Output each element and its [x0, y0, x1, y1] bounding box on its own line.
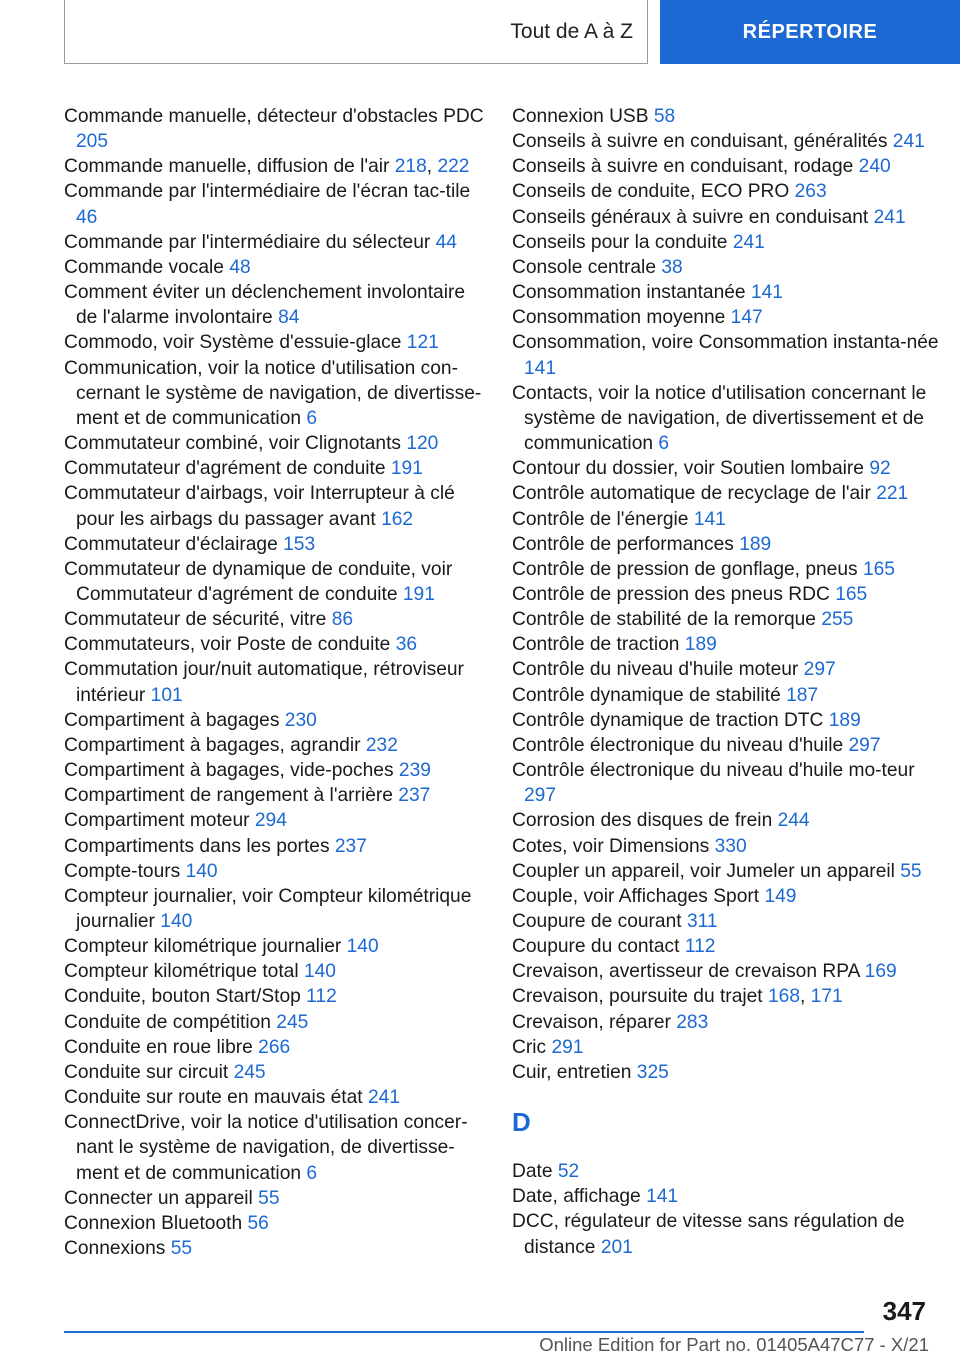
entry-text: Contrôle dynamique de traction DTC [512, 709, 824, 731]
entry-text: Date, affichage [512, 1186, 641, 1208]
index-entry [64, 959, 484, 984]
index-column-left [64, 104, 484, 1261]
active-tab-label: RÉPERTOIRE [742, 20, 878, 43]
page-link[interactable]: 44 [435, 231, 457, 253]
page-link[interactable]: 218 [394, 156, 427, 178]
index-entry [64, 758, 484, 783]
index-entry [512, 808, 942, 833]
page-link[interactable]: 189 [739, 533, 772, 555]
index-entry [64, 255, 484, 280]
entry-text: ConnectDrive, voir la notice d'utilisation concer-nant le système de navigation, de divertisse-ment et de communication [64, 1112, 468, 1184]
entry-text: Contrôle de stabilité de la remorque [512, 609, 816, 631]
entry-text: Crevaison, réparer [512, 1011, 671, 1033]
page-link[interactable]: 141 [524, 357, 557, 379]
entry-text: DCC, régulateur de vitesse sans régulation de distance [512, 1211, 905, 1258]
entry-text: Contrôle de l'énergie [512, 508, 689, 530]
index-entry [512, 230, 942, 255]
entry-text: Commodo, voir Système d'essuie-glace [64, 332, 402, 354]
index-entry [64, 1110, 484, 1185]
index-entry [512, 1010, 942, 1035]
page-link[interactable]: 241 [892, 131, 925, 153]
page-link[interactable]: 241 [368, 1087, 401, 1109]
entry-text: Commutateur combiné, voir Clignotants [64, 433, 401, 455]
entry-text: Conseils pour la conduite [512, 231, 728, 253]
entry-text: Compartiment moteur [64, 810, 250, 832]
entry-text: Compteur journalier, voir Compteur kilométrique journalier [64, 885, 472, 932]
index-entry [64, 330, 484, 355]
entry-text: Coupler un appareil, voir Jumeler un appareil [512, 860, 895, 882]
index-entry [64, 934, 484, 959]
entry-text: Cric [512, 1036, 547, 1058]
index-entry [64, 984, 484, 1009]
index-entry [512, 1060, 942, 1085]
index-entry [512, 532, 942, 557]
entry-text: Connexion Bluetooth [64, 1212, 243, 1234]
index-entry [512, 859, 942, 884]
index-entry [64, 179, 484, 229]
page-link[interactable]: 189 [684, 634, 717, 656]
entry-text: Compteur kilométrique total [64, 961, 299, 983]
page-link[interactable]: 140 [185, 860, 218, 882]
index-entry [512, 683, 942, 708]
entry-text: Console centrale [512, 256, 656, 278]
index-entry [64, 1236, 484, 1261]
index-entry [64, 431, 484, 456]
index-entry [512, 607, 942, 632]
entry-text: Conduite en roue libre [64, 1036, 253, 1058]
page-link[interactable]: 168 [767, 986, 800, 1008]
page-link[interactable]: 120 [406, 433, 439, 455]
page-link[interactable]: 294 [254, 810, 287, 832]
page-link[interactable]: 140 [160, 911, 193, 932]
index-entry [512, 557, 942, 582]
page-link[interactable]: 237 [334, 835, 367, 857]
entry-text: Conduite sur circuit [64, 1061, 229, 1083]
page-link[interactable]: 149 [764, 885, 797, 907]
entry-text: Contrôle dynamique de stabilité [512, 684, 781, 706]
page-link[interactable]: 291 [551, 1036, 584, 1058]
tab-tout-de-a-a-z[interactable] [64, 0, 648, 64]
index-entry [64, 1035, 484, 1060]
index-entry [512, 632, 942, 657]
page-link[interactable]: 311 [686, 911, 718, 932]
index-entry [512, 708, 942, 733]
page-link[interactable]: 84 [278, 307, 300, 329]
page-link[interactable]: 56 [247, 1212, 269, 1234]
entry-text: Coupure du contact [512, 936, 680, 958]
entry-text: Commutateur d'éclairage [64, 533, 278, 555]
index-entry [64, 884, 484, 934]
entry-text: Contrôle de pression de gonflage, pneus [512, 558, 858, 580]
index-entry [64, 1186, 484, 1211]
entry-text: Compte-tours [64, 860, 181, 882]
entry-text: Contrôle de pression des pneus RDC [512, 583, 830, 605]
page-link[interactable]: 239 [398, 760, 431, 782]
entry-text: Commutation jour/nuit automatique, rétroviseur intérieur [64, 659, 464, 706]
index-entry [512, 205, 942, 230]
page-link[interactable]: 112 [684, 936, 716, 958]
entry-text: Date [512, 1161, 553, 1183]
index-entry [64, 557, 484, 607]
page-link[interactable]: 266 [258, 1036, 291, 1058]
page-link[interactable]: 187 [786, 684, 819, 706]
page-link[interactable]: 205 [76, 131, 109, 153]
tab-label: Tout de A à Z [510, 19, 633, 43]
index-entry [64, 1211, 484, 1236]
entry-text: Contrôle de traction [512, 634, 680, 656]
entry-text: Commande vocale [64, 256, 224, 278]
index-entry [512, 179, 942, 204]
page-link[interactable]: 92 [869, 458, 891, 480]
entry-text: Connexions [64, 1238, 166, 1260]
index-entry [512, 834, 942, 859]
page-link[interactable]: 191 [390, 458, 423, 480]
page-link[interactable]: 6 [658, 433, 670, 455]
page-link[interactable]: 244 [777, 810, 810, 832]
entry-text: Cotes, voir Dimensions [512, 835, 710, 857]
entry-text: Compartiment à bagages, vide-poches [64, 760, 394, 782]
entry-text: Commande par l'intermédiaire du sélecteur [64, 231, 431, 253]
entry-text: Corrosion des disques de frein [512, 810, 773, 832]
page-link[interactable]: 141 [693, 508, 726, 530]
index-entry [512, 884, 942, 909]
page-link[interactable]: 201 [600, 1236, 633, 1258]
entry-text: Consommation moyenne [512, 307, 726, 329]
index-entry: Commande manuelle, diffusion de l'air 218, 222 [64, 156, 470, 178]
page-link[interactable]: 55 [900, 860, 922, 882]
entry-text: Consommation instantanée [512, 282, 746, 304]
page-link[interactable]: 241 [873, 206, 906, 228]
index-entry [512, 381, 942, 456]
entry-text: Conduite de compétition [64, 1011, 271, 1033]
index-entry [64, 280, 484, 330]
entry-text: Compartiment de rangement à l'arrière [64, 785, 393, 807]
index-entry [512, 305, 942, 330]
page-link[interactable]: 6 [306, 1162, 318, 1184]
index-entry: Crevaison, poursuite du trajet 168, 171 [512, 986, 843, 1008]
page-link[interactable]: 297 [803, 659, 836, 681]
page-link[interactable]: 241 [732, 231, 765, 253]
page-link[interactable]: 36 [395, 634, 418, 656]
page-link[interactable]: 140 [346, 936, 379, 958]
entry-text: Contrôle automatique de recyclage de l'air [512, 483, 871, 505]
entry-text: Contrôle de performances [512, 533, 734, 555]
index-entry [64, 783, 484, 808]
entry-text: Conseils généraux à suivre en conduisant [512, 206, 869, 228]
entry-text: Commutateurs, voir Poste de conduite [64, 634, 391, 656]
index-entry [512, 582, 942, 607]
page-link[interactable]: 191 [402, 583, 435, 605]
entry-text: Cuir, entretien [512, 1061, 632, 1083]
page-link[interactable]: 222 [437, 156, 470, 178]
entry-text: Commutateur d'agrément de conduite [64, 458, 386, 480]
page-link[interactable]: 86 [331, 609, 354, 631]
index-entry [512, 959, 942, 984]
entry-text: Conseils à suivre en conduisant, rodage [512, 156, 854, 178]
entry-text: Contrôle électronique du niveau d'huile [512, 734, 844, 756]
index-entry [64, 1085, 484, 1110]
index-entry [64, 481, 484, 531]
entry-text: Comment éviter un déclenchement involontaire de l'alarme involontaire [64, 282, 466, 329]
index-entry [512, 330, 942, 380]
section-letter-heading: D [512, 1107, 531, 1138]
page-link[interactable]: 230 [284, 709, 317, 731]
entry-text: Conseils à suivre en conduisant, généralités [512, 131, 888, 153]
index-entry [64, 808, 484, 833]
entry-text: Conduite sur route en mauvais état [64, 1087, 363, 1109]
page-link[interactable]: 162 [381, 508, 414, 530]
page-link[interactable]: 141 [646, 1186, 679, 1208]
entry-text: Commande manuelle, diffusion de l'air [64, 156, 390, 178]
page-link[interactable]: 141 [750, 282, 783, 304]
entry-text: Commande manuelle, détecteur d'obstacles PDC [64, 106, 484, 127]
page-link[interactable]: 255 [821, 609, 854, 631]
index-entry [64, 733, 484, 758]
index-entry [64, 1010, 484, 1035]
page-link[interactable]: 6 [306, 407, 318, 429]
entry-text: Commutateur d'airbags, voir Interrupteur à clé pour les airbags du passager avant [64, 483, 455, 530]
entry-text: Connexion USB [512, 106, 649, 127]
index-entry [512, 1035, 942, 1060]
page-link[interactable]: 240 [858, 156, 891, 178]
page-link[interactable]: 112 [306, 986, 337, 1008]
index-entry [64, 708, 484, 733]
index-entry [64, 456, 484, 481]
entry-text: Communication, voir la notice d'utilisation con-cernant le système de navigation, de divertisse-ment et de communication [64, 357, 482, 429]
entry-text: Crevaison, poursuite du trajet [512, 986, 763, 1008]
page-link[interactable]: 165 [862, 558, 895, 580]
index-entry [512, 456, 942, 481]
index-entry [512, 1184, 942, 1209]
index-entry [64, 104, 484, 154]
entry-text: Conseils de conduite, ECO PRO [512, 181, 790, 203]
edition-text: Online Edition for Part no. 01405A47C77 - X/21 [539, 1334, 929, 1355]
index-entry [512, 733, 942, 758]
index-entry [512, 934, 942, 959]
page-link[interactable]: 283 [676, 1011, 709, 1033]
page-number: 347 [882, 1296, 926, 1326]
entry-text: Commutateur de sécurité, vitre [64, 609, 327, 631]
page-link[interactable]: 121 [406, 332, 439, 354]
entry-text: Contrôle du niveau d'huile moteur [512, 659, 799, 681]
page-link[interactable]: 169 [864, 961, 897, 983]
index-entry [64, 1060, 484, 1085]
index-entry [64, 657, 484, 707]
index-entry [64, 859, 484, 884]
entry-text: Compartiments dans les portes [64, 835, 330, 857]
entry-text: Connecter un appareil [64, 1187, 253, 1209]
page-link[interactable]: 245 [276, 1011, 309, 1033]
page-link[interactable]: 165 [835, 583, 868, 605]
page-link[interactable]: 221 [876, 483, 909, 505]
page-link[interactable]: 153 [283, 533, 316, 555]
index-entry [512, 909, 942, 934]
index-entry [512, 255, 942, 280]
page-link[interactable]: 330 [714, 835, 747, 857]
page-link[interactable]: 46 [76, 206, 98, 228]
page-link[interactable]: 52 [557, 1161, 580, 1183]
index-entry [64, 834, 484, 859]
entry-text: Commutateur de dynamique de conduite, voir Commutateur d'agrément de conduite [64, 558, 453, 605]
index-entry [64, 607, 484, 632]
page-link[interactable]: 232 [365, 734, 398, 756]
footer-divider [64, 1331, 864, 1333]
page-link[interactable]: 147 [730, 307, 763, 329]
index-entry [64, 632, 484, 657]
entry-text: Contrôle électronique du niveau d'huile mo-teur [512, 760, 915, 782]
entry-text: Compartiment à bagages [64, 709, 280, 731]
entry-text: Compartiment à bagages, agrandir [64, 734, 361, 756]
index-entry [64, 356, 484, 431]
page-link[interactable]: 55 [170, 1238, 193, 1260]
index-entry [512, 507, 942, 532]
entry-text: Consommation, voire Consommation instanta-née [512, 332, 939, 354]
index-entry [512, 758, 942, 808]
index-entry [512, 154, 942, 179]
page-link[interactable]: 140 [303, 961, 336, 983]
entry-text: Couple, voir Affichages Sport [512, 885, 760, 907]
index-entry [512, 104, 942, 129]
page-link[interactable]: 297 [524, 785, 557, 807]
page-link[interactable]: 55 [258, 1187, 280, 1209]
entry-text: Contacts, voir la notice d'utilisation concernant le système de navigation, de divertissement et de communication [512, 382, 927, 455]
page-link[interactable]: 297 [848, 734, 881, 756]
tab-repertoire[interactable] [660, 0, 960, 64]
page-link[interactable]: 58 [653, 106, 676, 127]
page-link[interactable]: 171 [810, 986, 843, 1008]
page-link[interactable]: 245 [233, 1061, 266, 1083]
index-entry [512, 657, 942, 682]
index-entry [64, 532, 484, 557]
index-entry [512, 1159, 942, 1184]
index-entry [64, 230, 484, 255]
entry-text: Contour du dossier, voir Soutien lombaire [512, 458, 864, 480]
index-entry [512, 129, 942, 154]
page-link[interactable]: 189 [828, 709, 861, 731]
page-link[interactable]: 38 [661, 256, 683, 278]
index-column-right [512, 104, 942, 1260]
entry-text: Coupure de courant [512, 911, 682, 932]
entry-text: Conduite, bouton Start/Stop [64, 986, 301, 1008]
page-link[interactable]: 237 [398, 785, 431, 807]
page-link[interactable]: 325 [636, 1061, 669, 1083]
index-entry [512, 481, 942, 506]
entry-text: Compteur kilométrique journalier [64, 936, 342, 958]
index-entry [512, 280, 942, 305]
index-entry [512, 1209, 942, 1259]
page-link[interactable]: 263 [794, 181, 827, 203]
entry-text: Crevaison, avertisseur de crevaison RPA [512, 961, 860, 983]
page-link[interactable]: 48 [229, 256, 251, 278]
page-link[interactable]: 101 [150, 684, 183, 706]
entry-text: Commande par l'intermédiaire de l'écran tac-tile [64, 181, 471, 203]
